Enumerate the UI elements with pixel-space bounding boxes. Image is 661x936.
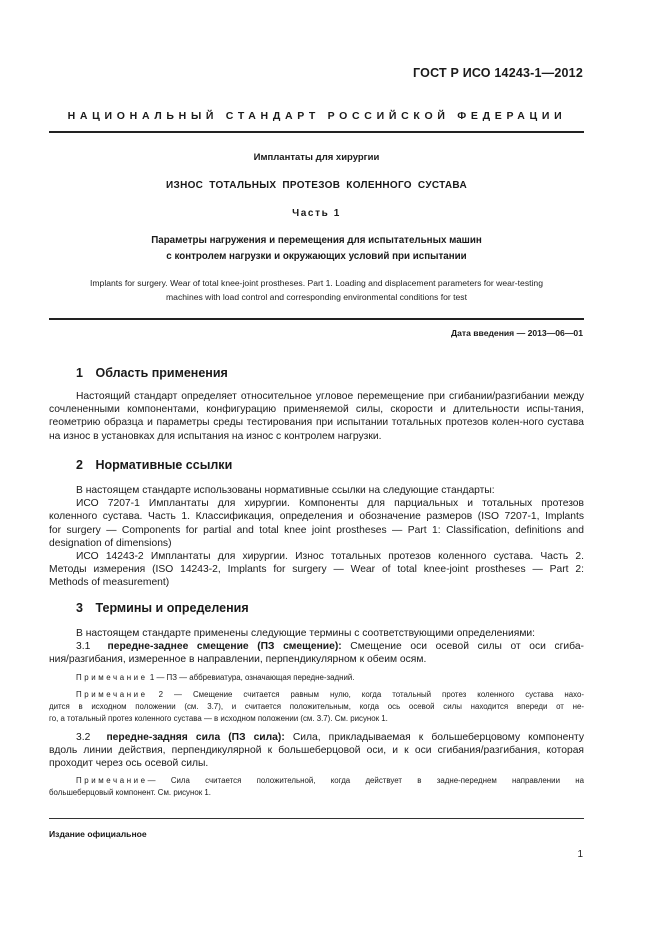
note-2-line: дится в исходном положении (см. 3.7), и считается положительным, когда ось осевой силы находится впереди от не- [49,702,584,711]
title-english [49,276,584,304]
section-2-number: 2 [76,458,83,472]
reference-iso7207-line: коленного сустава. Часть 1. Классификация, определения и обозначение размеров (ISO 7207-1, Implants [49,511,584,523]
note-2-label: Примечание [76,690,148,699]
section-3-body [49,627,584,667]
title-category: Имплантаты для хирургии [253,152,380,163]
note-3-label: Примечание [76,776,148,785]
subtitle-line-1: Параметры нагружения и перемещения для испытательных машин [151,235,482,246]
national-standard-banner: НАЦИОНАЛЬНЫЙ СТАНДАРТ РОССИЙСКОЙ ФЕДЕРАЦИИ [67,110,567,122]
section-2-title: Нормативные ссылки [95,458,233,472]
term-3-2-name: передне-задняя сила (ПЗ сила): [106,732,285,743]
term-3-1-name: передне-заднее смещение (ПЗ смещение): [107,641,342,653]
note-1-label: Примечание [76,673,148,682]
term-3-2-definition: Сила, прикладываемая к большеберцовому компоненту [292,732,584,743]
note-3 [49,775,584,799]
note-1-text: 1 — ПЗ — аббревиатура, означающая передне-задний. [149,673,355,682]
header-rule [49,131,584,133]
standard-code: ГОСТ Р ИСО 14243-1—2012 [413,66,583,80]
reference-iso7207-line: ИСО 7207-1 Имплантаты для хирургии. Компоненты для парциальных и тотальных протезов [76,498,584,510]
term-3-1-definition: Смещение оси осевой силы от оси сгиба- [350,641,584,653]
reference-iso7207-line: for surgery — Components for partial and total knee joint prostheses — Part 1: Classification, definitions and [49,524,584,536]
reference-iso14243-line: Методы измерения (ISO 14243-2, Implants for surgery — Wear of total knee-joint prostheses — Part 2: [49,564,584,576]
title-rule [49,318,584,320]
note-2-text: 2 — Смещение считается равным нулю, когда тотальный протез коленного сустава нахо- [158,690,584,699]
section-3-heading [76,601,249,615]
section-1-title: Область применения [95,366,228,380]
term-3-1-number: 3.1 [76,641,91,653]
term-3-1-line [49,640,584,653]
reference-iso14243-line: Methods of measurement) [49,577,170,589]
term-3-2-line [49,731,584,744]
footer-rule [49,818,584,819]
term-3-2-line: вдоль линии действия, перпендикулярной к большеберцовой оси, и к оси сгибания/разгибания, которая [49,745,584,757]
note-2 [49,689,584,725]
reference-iso7207-line: designation of dimensions) [49,537,172,549]
english-title-line-1: Implants for surgery. Wear of total knee-joint prostheses. Part 1. Loading and displacement parameters for wear-testing [90,278,543,288]
terms-intro: В настоящем стандарте применены следующие термины с соответствующими определениями: [76,628,536,639]
note-3-text: — Сила считается положительной, когда действует в задне-переднем направлении на [147,776,584,785]
term-3-2-number: 3.2 [76,732,91,743]
section-1-number: 1 [76,366,83,380]
term-3-2 [49,731,584,771]
official-edition-label: Издание официальное [49,829,147,839]
references-intro: В настоящем стандарте использованы нормативные ссылки на следующие стандарты: [76,485,495,496]
section-1-text: Настоящий стандарт определяет относительное угловое перемещение при сгибании/разгибании между сочлененными компонентами, конфигурацию применяемой силы, скорости и длительности испы-тания, геометрию образца и параметры среды тестирования при испытании тотальных протезов колен-ного сустава на износ в установках для испытания на износ с контролем нагрузки. [49,391,584,442]
subtitle-line-2: с контролем нагрузки и окружающих условий при испытании [166,251,467,262]
english-title-line-2: machines with load control and corresponding environmental conditions for test [166,292,467,302]
term-3-1-line: ния/разгибания, измеренное в направлении, перпендикулярном к обеим осям. [49,654,427,666]
title-main: ИЗНОС ТОТАЛЬНЫХ ПРОТЕЗОВ КОЛЕННОГО СУСТАВА [166,180,467,191]
section-3-number: 3 [76,601,83,615]
note-1 [49,672,584,684]
section-1-heading [76,366,228,380]
note-2-line: го, а тотальный протез коленного сустава — в исходном положении (см. 3.7). См. рисунок 1. [49,714,388,723]
term-3-2-line: проходит через ось осевой силы. [49,758,209,770]
section-3-title: Термины и определения [95,601,249,615]
section-2-heading [76,458,232,472]
section-2-body [49,484,584,590]
page-number: 1 [577,849,583,860]
reference-iso14243-line: ИСО 14243-2 Имплантаты для хирургии. Износ тотальных протезов коленного сустава. Часть 2. [76,551,584,563]
note-3-line: большеберцовый компонент. См. рисунок 1. [49,788,211,797]
introduction-date: Дата введения — 2013—06—01 [450,328,583,338]
title-part: Часть 1 [292,208,341,219]
title-subtitle [49,233,584,265]
section-1-paragraph [49,390,584,443]
